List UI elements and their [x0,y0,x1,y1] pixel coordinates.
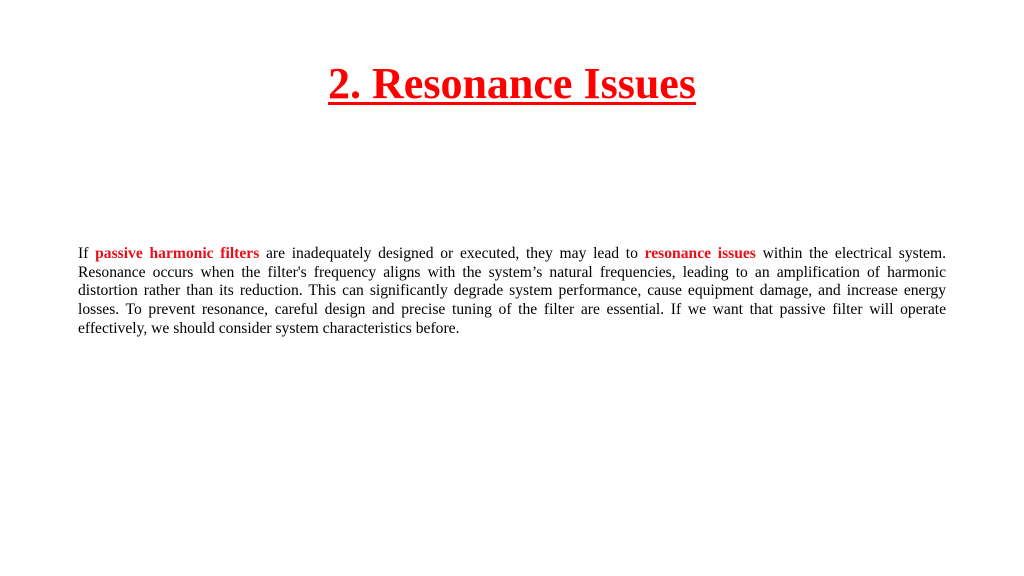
paragraph-rest: within the electrical system. Resonance occurs when the filter's frequency aligns with the system’s natural frequencies, leading to an amplification of harmonic distortion rather than its reduction. This can significantly degrade system performance, cause equipment damage, and increase energy losses. To prevent resonance, careful design and precise tuning of the filter are essential. If we want that passive filter will operate effectively, we should consider system characteristics before. [78,245,946,337]
body-paragraph [78,245,946,339]
highlight-passive-harmonic-filters: passive harmonic filters [95,245,260,262]
slide-title [0,58,1024,110]
slide-title-text: 2. Resonance Issues [328,59,696,108]
paragraph-intro: If [78,245,96,262]
paragraph-middle: are inadequately designed or executed, they may lead to [259,245,645,262]
highlight-resonance-issues: resonance issues [644,245,756,262]
